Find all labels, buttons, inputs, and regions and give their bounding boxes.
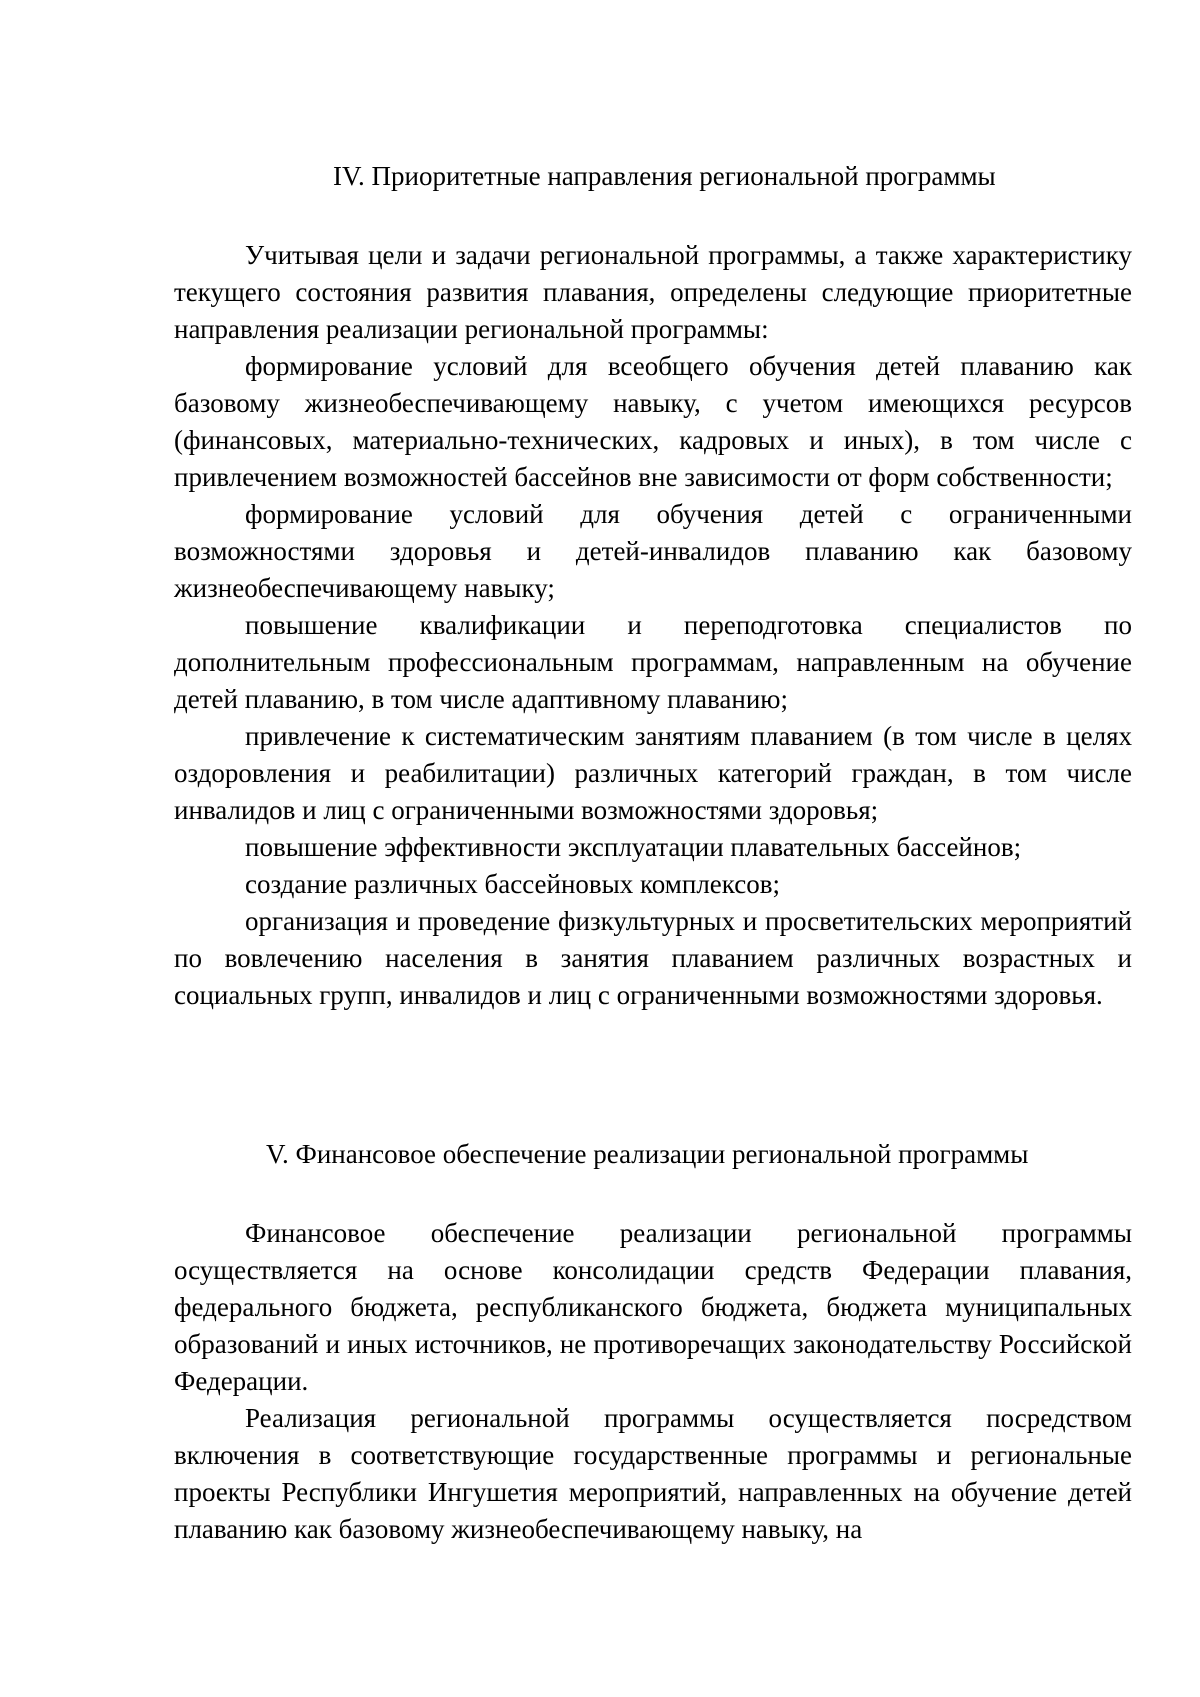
paragraph: Учитывая цели и задачи региональной программы, а также характеристику текущего состояния развития плавания, определены следующие приоритетные направления реализации региональной программы: [174,240,1132,344]
paragraph: привлечение к систематическим занятиям плаванием (в том числе в целях оздоровления и реабилитации) различных категорий граждан, в том числе инвалидов и лиц с ограниченными возможностями здоровья; [174,721,1132,825]
section-5-body [174,1215,1132,1548]
paragraph: формирование условий для всеобщего обучения детей плаванию как базовому жизнеобеспечивающему навыку, с учетом имеющихся ресурсов (финансовых, материально-технических, кадровых и иных), в том числе с привлечением возможностей бассейнов вне зависимости от форм собственности; [174,351,1132,492]
paragraph: повышение квалификации и переподготовка специалистов по дополнительным профессиональным программам, направленным на обучение детей плаванию, в том числе адаптивному плаванию; [174,610,1132,714]
paragraph: Реализация региональной программы осуществляется посредством включения в соответствующие государственные программы и региональные проекты Республики Ингушетия мероприятий, направленных на обучение детей плаванию как базовому жизнеобеспечивающему навыку, на [174,1403,1132,1544]
paragraph: Финансовое обеспечение реализации региональной программы осуществляется на основе консолидации средств Федерации плавания, федерального бюджета, республиканского бюджета, бюджета муниципальных образований и иных источников, не противоречащих законодательству Российской Федерации. [174,1218,1132,1396]
paragraph: организация и проведение физкультурных и просветительских мероприятий по вовлечению населения в занятия плаванием различных возрастных и социальных групп, инвалидов и лиц с ограниченными возможностями здоровья. [174,906,1132,1010]
section-4-body [174,237,1132,1014]
section-4-heading: IV. Приоритетные направления региональной программы [333,161,996,191]
paragraph: формирование условий для обучения детей с ограниченными возможностями здоровья и детей-инвалидов плаванию как базовому жизнеобеспечивающему навыку; [174,499,1132,603]
paragraph: повышение эффективности эксплуатации плавательных бассейнов; [245,832,1022,862]
section-5-heading: V. Финансовое обеспечение реализации региональной программы [266,1139,1029,1169]
paragraph: создание различных бассейновых комплексов; [245,869,780,899]
